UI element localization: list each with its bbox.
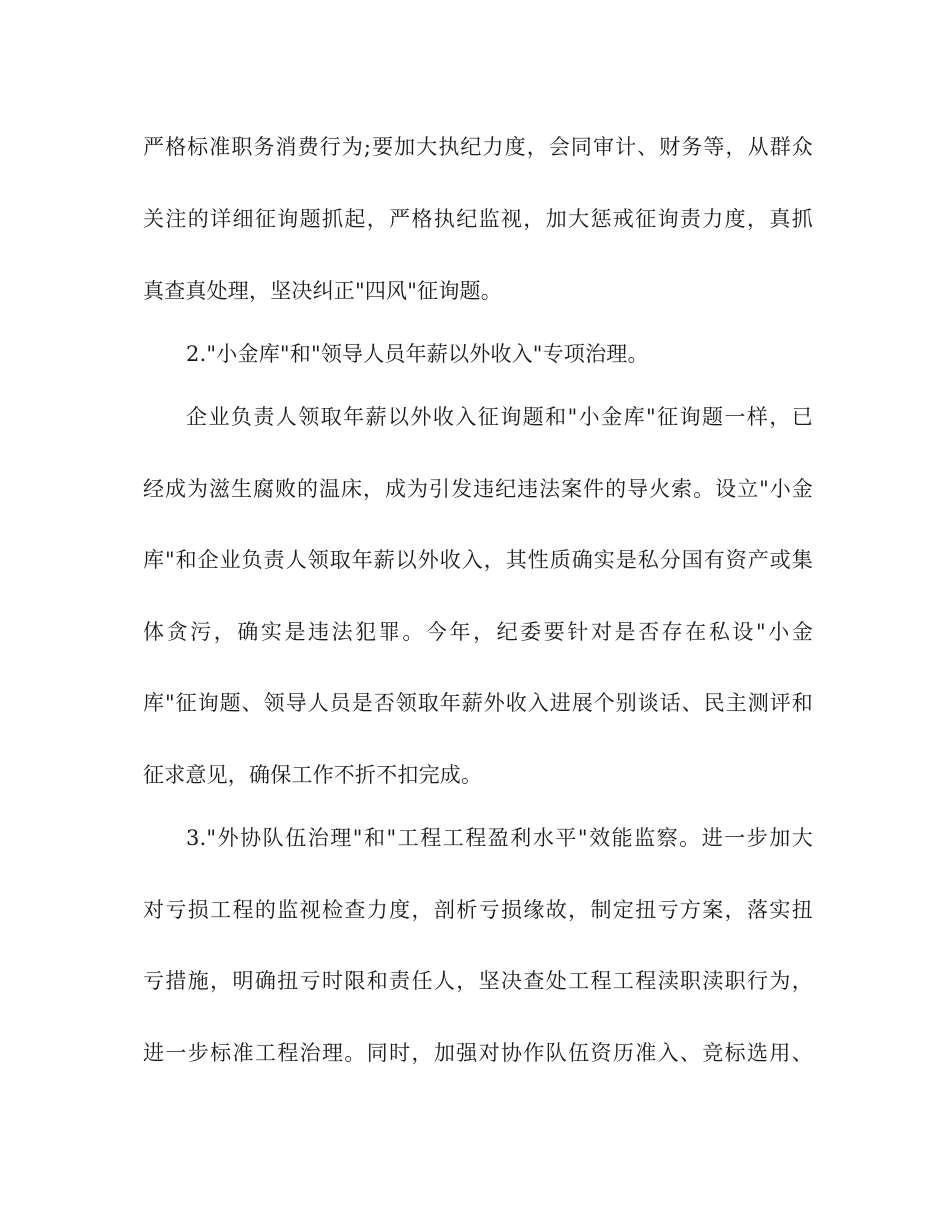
body-text-line: 企业负责人领取年薪以外收入征询题和"小金库"征询题一样，已 (186, 405, 813, 429)
body-text-line: 关注的详细征询题抓起，严格执纪监视，加大惩戒征询责力度，真抓 (143, 207, 813, 231)
body-text-line: 征求意见，确保工作不折不扣完成。 (143, 763, 483, 787)
body-text-line: 库"和企业负责人领取年薪以外收入，其性质确实是私分国有资产或集 (143, 548, 813, 572)
section-heading: 3."外协队伍治理"和"工程工程盈利水平"效能监察。进一步加大 (186, 826, 813, 850)
body-text-line: 亏措施，明确扭亏时限和责任人，坚决查处工程工程渎职渎职行为， (143, 969, 813, 993)
body-text-line: 经成为滋生腐败的温床，成为引发违纪违法案件的导火索。设立"小金 (143, 477, 813, 501)
body-text-line: 真查真处理，坚决纠正"四风"征询题。 (143, 279, 502, 303)
body-text-line: 严格标准职务消费行为;要加大执纪力度，会同审计、财务等，从群众 (143, 135, 813, 159)
body-text-line: 对亏损工程的监视检查力度，剖析亏损缘故，制定扭亏方案，落实扭 (143, 898, 813, 922)
body-text-line: 进一步标准工程治理。同时，加强对协作队伍资历准入、竞标选用、 (143, 1041, 813, 1065)
body-text-line: 库"征询题、领导人员是否领取年薪外收入进展个别谈话、民主测评和 (143, 691, 813, 715)
section-heading: 2."小金库"和"领导人员年薪以外收入"专项治理。 (186, 342, 649, 366)
body-text-line: 体贪污，确实是违法犯罪。今年，纪委要针对是否存在私设"小金 (143, 620, 813, 644)
